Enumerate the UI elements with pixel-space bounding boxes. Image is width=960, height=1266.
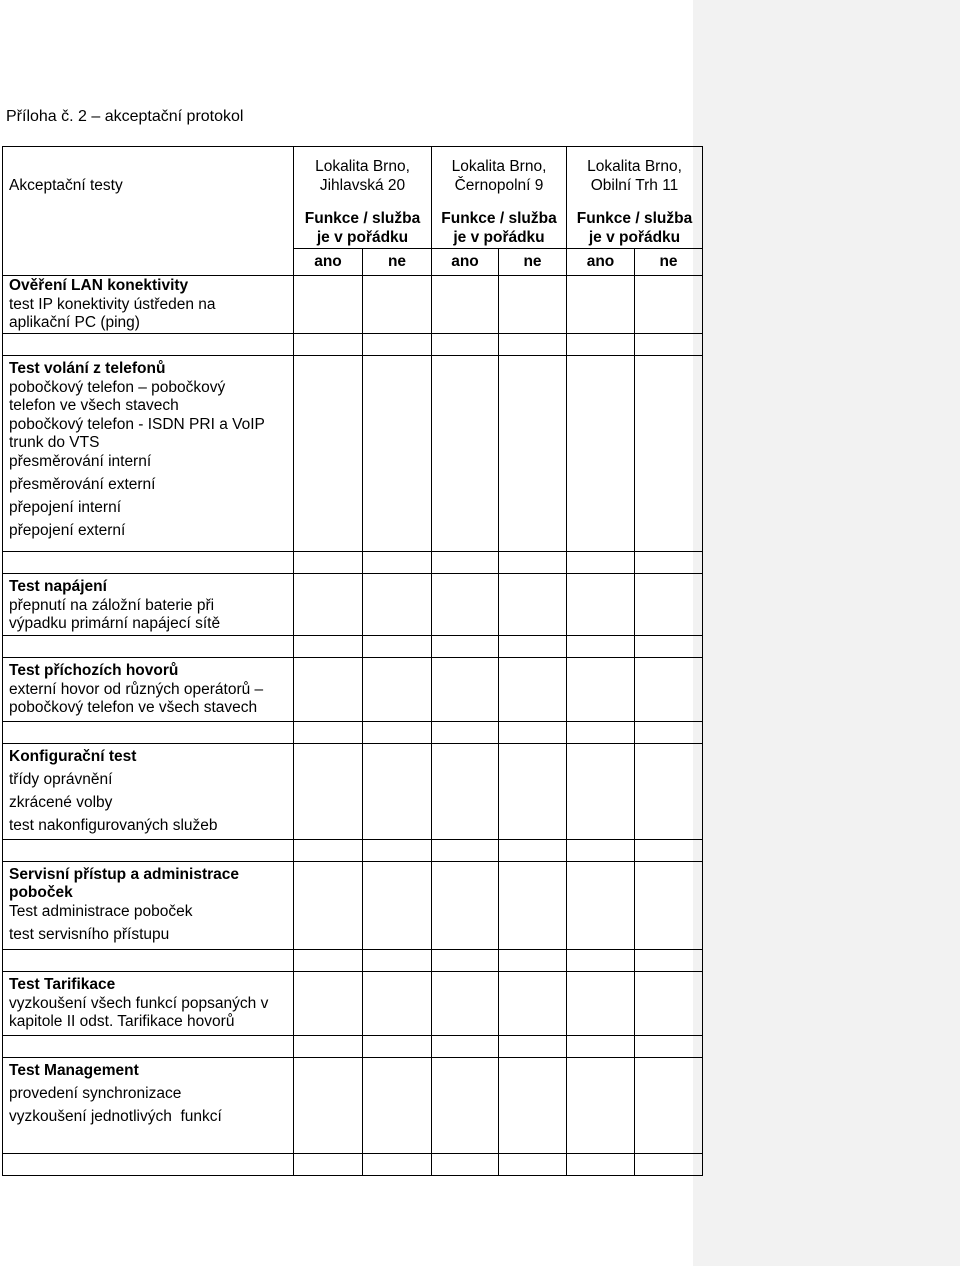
function-header: Funkce / služba je v pořádku bbox=[567, 199, 703, 249]
comment-sidebar bbox=[693, 0, 960, 1266]
check-cell[interactable] bbox=[363, 356, 432, 552]
header-row bbox=[3, 147, 703, 199]
location-header: Lokalita Brno, Obilní Trh 11 bbox=[567, 147, 703, 199]
acceptance-table bbox=[2, 146, 703, 1176]
check-cell[interactable] bbox=[432, 744, 499, 840]
document-title: Příloha č. 2 – akceptační protokol bbox=[6, 108, 244, 125]
check-cell[interactable] bbox=[363, 658, 432, 722]
section-title: Konfigurační test bbox=[9, 748, 137, 765]
test-item: test nakonfigurovaných služeb bbox=[9, 817, 218, 834]
check-cell[interactable] bbox=[294, 276, 363, 334]
test-item: Test administrace poboček bbox=[9, 903, 193, 920]
spacer-row bbox=[3, 950, 703, 972]
yes-label: ano bbox=[294, 249, 363, 276]
test-item: přesměrování externí bbox=[9, 476, 156, 493]
check-cell[interactable] bbox=[635, 276, 703, 334]
section-row bbox=[3, 276, 703, 334]
section-row bbox=[3, 862, 703, 950]
section-row bbox=[3, 744, 703, 840]
section-row bbox=[3, 972, 703, 1036]
test-item: přepojení externí bbox=[9, 522, 126, 539]
test-item: externí hovor od různých operátorů – pobočkový telefon ve všech stavech bbox=[9, 681, 264, 716]
check-cell[interactable] bbox=[635, 744, 703, 840]
section-title: Ověření LAN konektivity bbox=[9, 277, 189, 294]
spacer-row bbox=[3, 722, 703, 744]
check-cell[interactable] bbox=[635, 356, 703, 552]
no-label: ne bbox=[363, 249, 432, 276]
spacer-row bbox=[3, 840, 703, 862]
no-label: ne bbox=[499, 249, 567, 276]
section-label bbox=[3, 574, 294, 636]
no-label: ne bbox=[635, 249, 703, 276]
section-label bbox=[3, 972, 294, 1036]
section-row bbox=[3, 356, 703, 552]
function-header: Funkce / služba je v pořádku bbox=[432, 199, 567, 249]
test-item: test servisního přístupu bbox=[9, 926, 170, 943]
check-cell[interactable] bbox=[294, 658, 363, 722]
yes-label: ano bbox=[432, 249, 499, 276]
section-row bbox=[3, 1058, 703, 1154]
section-label bbox=[3, 356, 294, 552]
test-item: vyzkoušení všech funkcí popsaných v kapitole II odst. Tarifikace hovorů bbox=[9, 995, 269, 1030]
check-cell[interactable] bbox=[635, 862, 703, 950]
section-label bbox=[3, 862, 294, 950]
test-item: třídy oprávnění bbox=[9, 771, 113, 788]
function-header: Funkce / služba je v pořádku bbox=[294, 199, 432, 249]
section-title: Servisní přístup a administrace poboček bbox=[9, 866, 240, 901]
section-title: Test volání z telefonů bbox=[9, 360, 166, 377]
spacer-row bbox=[3, 1036, 703, 1058]
check-cell[interactable] bbox=[567, 356, 635, 552]
check-cell[interactable] bbox=[499, 276, 567, 334]
section-title: Test Tarifikace bbox=[9, 976, 116, 993]
check-cell[interactable] bbox=[499, 744, 567, 840]
check-cell[interactable] bbox=[294, 1058, 363, 1154]
check-cell[interactable] bbox=[567, 1058, 635, 1154]
check-cell[interactable] bbox=[363, 276, 432, 334]
check-cell[interactable] bbox=[432, 862, 499, 950]
check-cell[interactable] bbox=[432, 972, 499, 1036]
test-item: test IP konektivity ústředen na aplikační PC (ping) bbox=[9, 296, 216, 331]
check-cell[interactable] bbox=[567, 658, 635, 722]
table-corner-label bbox=[3, 147, 294, 276]
check-cell[interactable] bbox=[499, 972, 567, 1036]
check-cell[interactable] bbox=[432, 658, 499, 722]
test-item: zkrácené volby bbox=[9, 794, 113, 811]
check-cell[interactable] bbox=[432, 1058, 499, 1154]
section-label bbox=[3, 744, 294, 840]
test-item: přesměrování interní bbox=[9, 453, 152, 470]
check-cell[interactable] bbox=[567, 276, 635, 334]
section-row bbox=[3, 658, 703, 722]
spacer-row bbox=[3, 552, 703, 574]
check-cell[interactable] bbox=[294, 862, 363, 950]
check-cell[interactable] bbox=[363, 862, 432, 950]
column-title-acceptance-tests: Akceptační testy bbox=[9, 177, 123, 194]
section-title: Test napájení bbox=[9, 578, 107, 595]
check-cell[interactable] bbox=[294, 972, 363, 1036]
check-cell[interactable] bbox=[499, 574, 567, 636]
yes-label: ano bbox=[567, 249, 635, 276]
location-header: Lokalita Brno, Černopolní 9 bbox=[432, 147, 567, 199]
check-cell[interactable] bbox=[567, 744, 635, 840]
check-cell[interactable] bbox=[294, 574, 363, 636]
check-cell[interactable] bbox=[567, 574, 635, 636]
test-item: vyzkoušení jednotlivých funkcí bbox=[9, 1108, 222, 1125]
test-item: provedení synchronizace bbox=[9, 1085, 182, 1102]
check-cell[interactable] bbox=[363, 574, 432, 636]
section-title: Test příchozích hovorů bbox=[9, 662, 179, 679]
test-item: pobočkový telefon - ISDN PRI a VoIP trunk do VTS bbox=[9, 416, 265, 451]
section-label bbox=[3, 1058, 294, 1154]
check-cell[interactable] bbox=[432, 574, 499, 636]
test-item: přepojení interní bbox=[9, 499, 122, 516]
check-cell[interactable] bbox=[363, 972, 432, 1036]
check-cell[interactable] bbox=[567, 862, 635, 950]
check-cell[interactable] bbox=[294, 356, 363, 552]
check-cell[interactable] bbox=[499, 356, 567, 552]
test-item: přepnutí na záložní baterie při výpadku primární napájecí sítě bbox=[9, 597, 221, 632]
spacer-row bbox=[3, 636, 703, 658]
check-cell[interactable] bbox=[499, 658, 567, 722]
check-cell[interactable] bbox=[635, 1058, 703, 1154]
spacer-row bbox=[3, 334, 703, 356]
check-cell[interactable] bbox=[432, 356, 499, 552]
section-label bbox=[3, 276, 294, 334]
check-cell[interactable] bbox=[363, 744, 432, 840]
check-cell[interactable] bbox=[635, 972, 703, 1036]
check-cell[interactable] bbox=[499, 1058, 567, 1154]
section-title: Test Management bbox=[9, 1062, 139, 1079]
location-header: Lokalita Brno, Jihlavská 20 bbox=[294, 147, 432, 199]
section-label bbox=[3, 658, 294, 722]
test-item: pobočkový telefon – pobočkový telefon ve všech stavech bbox=[9, 379, 226, 414]
check-cell[interactable] bbox=[499, 862, 567, 950]
section-row bbox=[3, 574, 703, 636]
spacer-row bbox=[3, 1154, 703, 1176]
check-cell[interactable] bbox=[363, 1058, 432, 1154]
check-cell[interactable] bbox=[432, 276, 499, 334]
check-cell[interactable] bbox=[567, 972, 635, 1036]
check-cell[interactable] bbox=[635, 658, 703, 722]
check-cell[interactable] bbox=[635, 574, 703, 636]
check-cell[interactable] bbox=[294, 744, 363, 840]
